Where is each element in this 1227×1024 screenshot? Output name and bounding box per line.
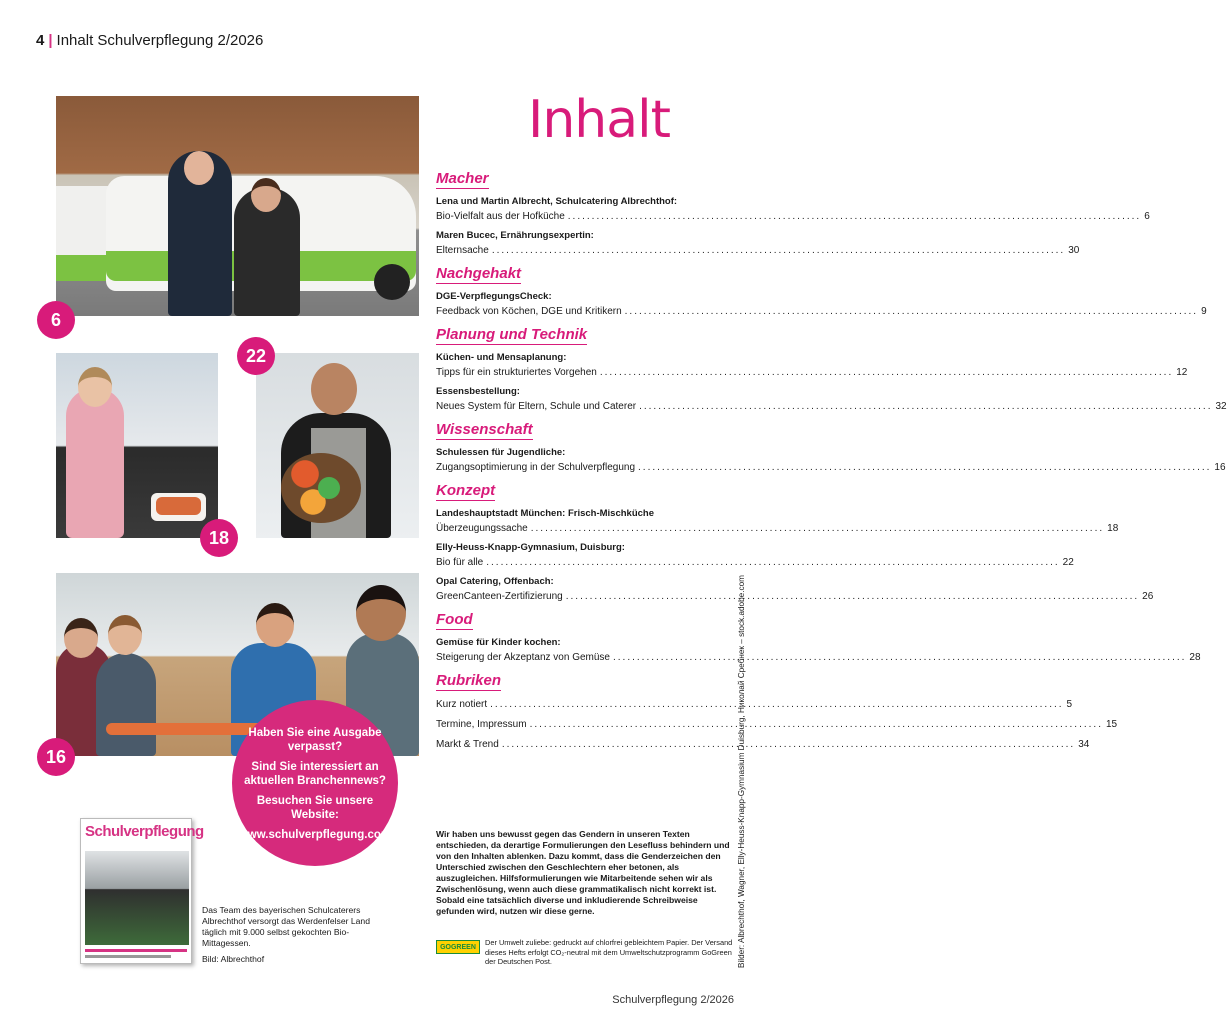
toc-entry-head: Landeshauptstadt München: Frisch-Mischküche: [436, 508, 654, 519]
toc-entry[interactable]: [436, 717, 1118, 733]
toc-page-number: 30: [1068, 245, 1080, 256]
toc-page-number: 28: [1189, 652, 1201, 663]
cover-title: Schulverpflegung: [85, 823, 204, 840]
toc-entry-head: DGE-VerpflegungsCheck:: [436, 291, 552, 302]
toc-section: [436, 482, 1154, 605]
toc-entry-line: [436, 460, 1226, 476]
toc-section: [436, 421, 1226, 476]
page-badge-6: 6: [37, 301, 75, 339]
vegetables-shape: [281, 453, 361, 523]
promo-line: Sind Sie interessiert an aktuellen Branchennews?: [244, 761, 386, 787]
toc-entry-head: Lena und Martin Albrecht, Schulcatering Albrechthof:: [436, 196, 678, 207]
promo-line: Besuchen Sie unsere Website:: [256, 795, 374, 821]
page-number: 4: [36, 32, 45, 49]
cover-caption: [202, 905, 372, 965]
gender-note: Wir haben uns bewusst gegen das Gendern in unseren Texten entschieden, da derartige Formulierungen den Lesefluss behindern und von den Inhalten ablenken. Dazu kommt, dass die Genderzeichen den Unterschied zwischen den Geschlechtern eher betonen, als auszugleichen. Hilfsformulierungen wie Mitarbeitende sehen wir als Zwischenlösung, wenn auch diese grammatikalisch nicht korrekt ist. Sobald eine tatsächlich diverse und inkludierende Schreibweise gefunden wird, nutzen wir diese gerne.: [436, 829, 730, 916]
toc-entry-title: GreenCanteen-Zertifizierung: [436, 591, 563, 602]
toc-dot-leader: ........................................................................................................................: [624, 306, 1199, 317]
caption-text: Das Team des bayerischen Schulcaterers Albrechthof versorgt das Werdenfelser Land täglich mit 9.000 selbst gekochten Bio-Mittagessen.: [202, 905, 370, 948]
magazine-cover: [80, 818, 204, 964]
toc-entry-line: [436, 399, 1227, 415]
toc-dot-leader: ........................................................................................................................: [501, 739, 1076, 750]
toc-entry-line: [436, 209, 1150, 225]
toc-entry-line: [436, 521, 1119, 537]
toc-entry-line: [436, 365, 1188, 381]
toc-entry[interactable]: [436, 636, 1201, 666]
toc-page-number: 16: [1214, 462, 1226, 473]
toc-section-heading: Planung und Technik: [436, 326, 588, 343]
toc-entry-title: Steigerung der Akzeptanz von Gemüse: [436, 652, 610, 663]
header-divider: |: [48, 32, 53, 49]
toc-entry-title: Überzeugungssache: [436, 523, 528, 534]
toc-entry-line: [436, 555, 1074, 571]
toc-dot-leader: ........................................................................................................................: [530, 523, 1105, 534]
toc-section-heading: Konzept: [436, 482, 496, 499]
toc-dot-leader: ........................................................................................................................: [567, 211, 1142, 222]
toc-entry[interactable]: [436, 229, 1080, 259]
toc-entry-head: Elly-Heuss-Knapp-Gymnasium, Duisburg:: [436, 542, 625, 553]
toc-entry-head: Essensbestellung:: [436, 386, 520, 397]
toc-entry-line: [436, 717, 1118, 733]
person-head: [64, 618, 98, 658]
person-shape: [66, 388, 124, 538]
person-head: [356, 585, 406, 641]
toc-entry[interactable]: [436, 737, 1090, 753]
toc-section: [436, 170, 1150, 259]
toc-section-heading: Macher: [436, 170, 489, 187]
toc-dot-leader: ........................................................................................................................: [638, 462, 1212, 473]
toc-dot-leader: ........................................................................................................................: [490, 699, 1064, 710]
toc-entry-line: [436, 589, 1154, 605]
toc-entry[interactable]: [436, 290, 1207, 320]
page-badge-22: 22: [237, 337, 275, 375]
person-head: [184, 151, 214, 185]
toc-entry[interactable]: [436, 541, 1074, 571]
toc-entry[interactable]: [436, 351, 1188, 381]
toc-section-heading: Nachgehakt: [436, 265, 522, 282]
person-head: [251, 178, 281, 212]
toc-section-heading: Rubriken: [436, 672, 502, 689]
toc-entry[interactable]: [436, 507, 1119, 537]
toc-entry-line: [436, 697, 1073, 713]
toc-entry-title: Elternsache: [436, 245, 489, 256]
person-head: [78, 367, 112, 407]
toc-entry-line: [436, 243, 1080, 259]
toc-entry-title: Tipps für ein strukturiertes Vorgehen: [436, 367, 597, 378]
toc-entry-title: Bio-Vielfalt aus der Hofküche: [436, 211, 565, 222]
person-head: [311, 363, 357, 415]
toc-entry-title: Bio für alle: [436, 557, 484, 568]
toc-section-heading: Wissenschaft: [436, 421, 533, 438]
toc-dot-leader: ........................................................................................................................: [565, 591, 1140, 602]
toc-entry-title: Neues System für Eltern, Schule und Caterer: [436, 401, 637, 412]
promo-line: Haben Sie eine Ausgabe verpasst?: [248, 727, 382, 753]
wheel-shape: [374, 264, 410, 300]
environment-note: Der Umwelt zuliebe: gedruckt auf chlorfrei gebleichtem Papier. Der Versand dieses Hefts erfolgt CO₂-neutral mit dem Umweltschutzprogramm GoGreen der Deutschen Post.: [485, 938, 733, 966]
page-title: Inhalt: [528, 90, 670, 150]
toc-entry-line: [436, 304, 1207, 320]
page-badge-16: 16: [37, 738, 75, 776]
cover-line: [85, 955, 171, 958]
toc-section: [436, 611, 1201, 666]
toc-dot-leader: ........................................................................................................................: [491, 245, 1066, 256]
toc-dot-leader: ........................................................................................................................: [639, 401, 1213, 412]
toc-page-number: 12: [1176, 367, 1188, 378]
promo-url[interactable]: www.schulverpflegung.com: [238, 829, 392, 841]
header-section: Inhalt Schulverpflegung 2/2026: [56, 32, 264, 49]
toc-entry[interactable]: [436, 697, 1073, 713]
toc-section: [436, 265, 1207, 320]
toc-page-number: 22: [1062, 557, 1074, 568]
toc-entry[interactable]: [436, 195, 1150, 225]
promo-circle: [232, 700, 398, 866]
toc-page-number: 15: [1105, 719, 1118, 730]
toc-page-number: 18: [1107, 523, 1119, 534]
toc-dot-leader: ........................................................................................................................: [529, 719, 1103, 730]
page-badge-18: 18: [200, 519, 238, 557]
toc-entry-title: Zugangsoptimierung in der Schulverpflegung: [436, 462, 636, 473]
toc-entry-title: Kurz notiert: [436, 699, 488, 710]
toc-page-number: 34: [1078, 739, 1090, 750]
toc-section-heading: Food: [436, 611, 473, 628]
toc-entry[interactable]: [436, 575, 1154, 605]
toc-entry-head: Küchen- und Mensaplanung:: [436, 352, 567, 363]
table-of-contents: [436, 170, 1227, 759]
toc-entry[interactable]: [436, 446, 1226, 476]
toc-entry-head: Gemüse für Kinder kochen:: [436, 637, 561, 648]
toc-section: [436, 672, 1118, 753]
toc-entry-head: Opal Catering, Offenbach:: [436, 576, 554, 587]
page-header: [36, 32, 263, 49]
toc-page-number: 5: [1066, 699, 1073, 710]
toc-page-number: 9: [1201, 306, 1207, 317]
toc-page-number: 32: [1215, 401, 1227, 412]
toc-page-number: 26: [1142, 591, 1154, 602]
toc-dot-leader: ........................................................................................................................: [599, 367, 1174, 378]
person-shape: [96, 653, 156, 756]
toc-entry[interactable]: [436, 385, 1227, 415]
person-head: [108, 615, 142, 655]
toc-dot-leader: ........................................................................................................................: [486, 557, 1060, 568]
toc-entry-title: Termine, Impressum: [436, 719, 527, 730]
toc-section: [436, 326, 1227, 415]
photo-chef: [256, 353, 419, 538]
page-footer: Schulverpflegung 2/2026: [612, 994, 734, 1006]
cover-image: [85, 851, 189, 945]
toc-entry-title: Feedback von Köchen, DGE und Kritikern: [436, 306, 622, 317]
toc-entry-head: Schulessen für Jugendliche:: [436, 447, 566, 458]
toc-entry-head: Maren Bucec, Ernährungsexpertin:: [436, 230, 594, 241]
toc-page-number: 6: [1144, 211, 1150, 222]
toc-entry-line: [436, 650, 1201, 666]
image-credits: Bilder: Albrechthof, Wagner, Elly-Heuss-Knapp-Gymnasium Duisburg, Николай Сребнек – stock.adobe.com: [737, 575, 746, 968]
gogreen-logo: GOGREEN: [436, 940, 480, 954]
photo-albrechthof-team: [56, 96, 419, 316]
caption-credit: Bild: Albrechthof: [202, 954, 265, 964]
toc-entry-line: [436, 737, 1090, 753]
photo-girl-cooking: [56, 353, 218, 538]
person-head: [256, 603, 294, 647]
food-shape: [156, 497, 201, 515]
toc-entry-title: Markt & Trend: [436, 739, 499, 750]
cover-line: [85, 949, 187, 952]
toc-dot-leader: ........................................................................................................................: [613, 652, 1187, 663]
